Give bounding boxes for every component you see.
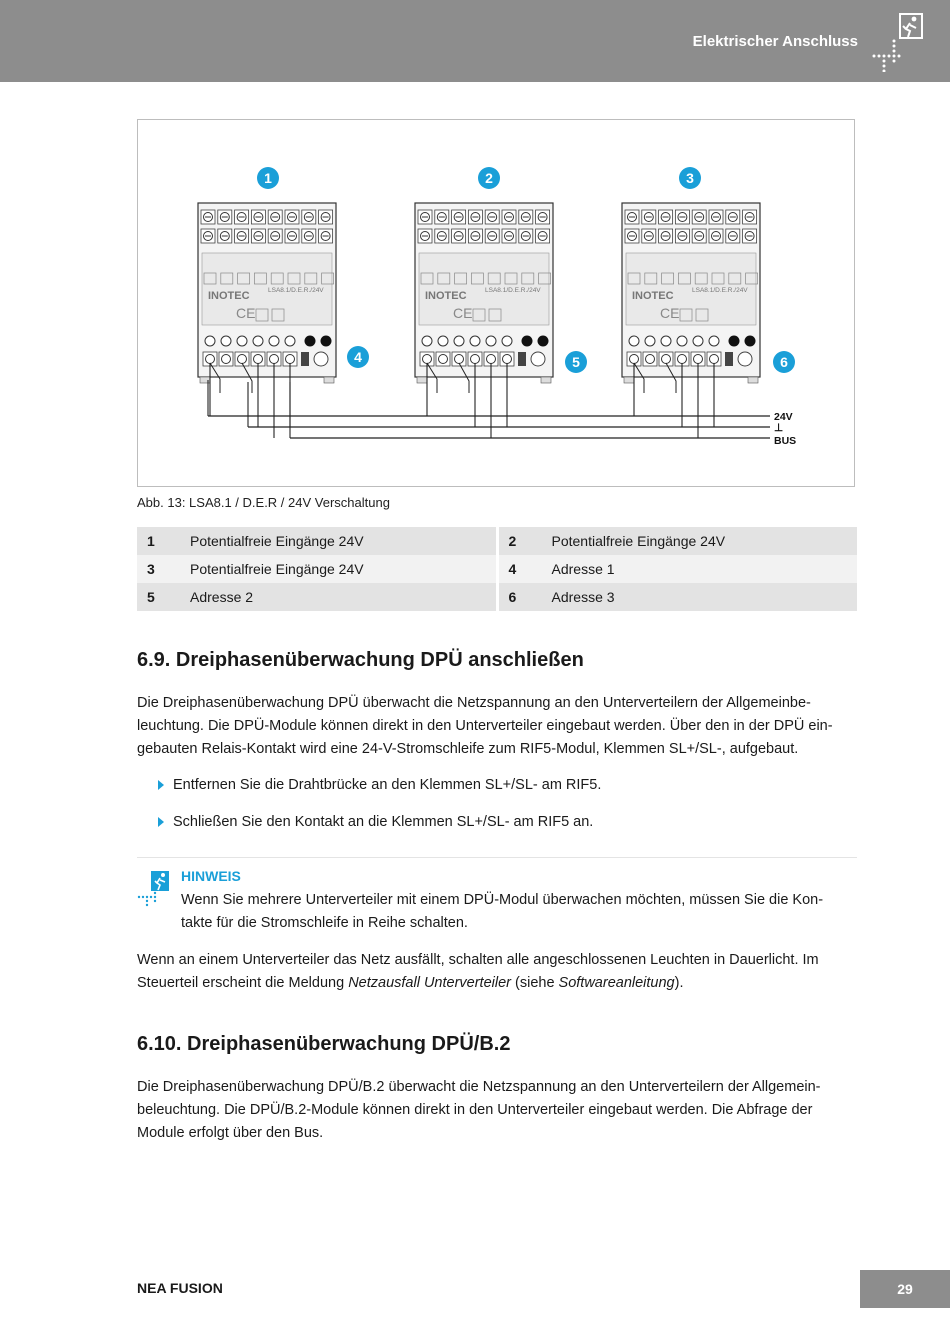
section-heading-6-10: 6.10. Dreiphasenüberwachung DPÜ/B.2 (137, 1033, 511, 1055)
note-line: Wenn Sie mehrere Unterverteiler mit einem DPÜ-Modul überwachen möchten, müssen Sie die Kon- (181, 892, 824, 908)
module-model: LSA8.1/D.E.R./24V (268, 287, 324, 294)
legend-text: Potentialfreie Eingänge 24V (190, 561, 364, 577)
screw (205, 336, 215, 346)
header-title: Elektrischer Anschluss (692, 33, 858, 50)
legend-text: Potentialfreie Eingänge 24V (190, 533, 364, 549)
emergency-exit-icon (870, 12, 926, 72)
module-brand: INOTEC (632, 290, 674, 302)
note-text (181, 889, 851, 935)
dip-switch (725, 352, 733, 366)
bullet-text: Schließen Sie den Kontakt an die Klemmen SL+/SL- am RIF5 an. (173, 814, 594, 830)
relay-module (198, 203, 336, 438)
paragraph-line: leuchtung. Die DPÜ-Module können direkt in den Unterverteiler eingebaut werden. Über den in der DPÜ ein- (137, 718, 833, 734)
wiring-diagram (137, 119, 855, 487)
screw (221, 336, 231, 346)
legend-cell (137, 527, 496, 555)
status-led (538, 336, 549, 347)
section-6-10-paragraph (137, 1076, 859, 1145)
section-6-9-paragraph (137, 692, 859, 761)
screw (645, 336, 655, 346)
bullet-item (158, 814, 593, 830)
screw (285, 336, 295, 346)
screw (486, 336, 496, 346)
legend-text: Adresse 3 (551, 589, 615, 605)
legend-table (137, 527, 857, 611)
text-run: (siehe (510, 975, 559, 991)
legend-number: 1 (147, 533, 155, 549)
page-header (0, 0, 950, 82)
wiring-diagram-svg (138, 120, 856, 488)
dip-switch (301, 352, 309, 366)
text-run: ). (674, 975, 684, 991)
legend-cell (137, 555, 496, 583)
legend-number: 6 (508, 589, 517, 605)
address-rotary-switch (314, 352, 328, 366)
legend-text: Potentialfreie Eingänge 24V (551, 533, 726, 549)
status-led (729, 336, 740, 347)
address-rotary-switch (738, 352, 752, 366)
bullet-item (158, 777, 601, 793)
mount-foot (624, 377, 634, 383)
page-number: 29 (860, 1270, 950, 1308)
address-rotary-switch (531, 352, 545, 366)
legend-number: 3 (147, 561, 155, 577)
screw (253, 336, 263, 346)
status-led (522, 336, 533, 347)
screw (470, 336, 480, 346)
note-title: HINWEIS (181, 868, 241, 884)
status-led (305, 336, 316, 347)
paragraph-line (137, 972, 859, 995)
legend-cell (499, 583, 858, 611)
text-run: Steuerteil erscheint die Meldung (137, 975, 349, 991)
paragraph-line: beleuchtung. Die DPÜ/B.2-Module können direkt in den Unterverteiler eingebaut werden. Die Abfrage der (137, 1102, 813, 1118)
paragraph-line: Module erfolgt über den Bus. (137, 1125, 324, 1141)
paragraph-line: Die Dreiphasenüberwachung DPÜ überwacht die Netzspannung an den Unterverteilern der Allgemeinbe- (137, 695, 811, 711)
screw (438, 336, 448, 346)
legend-number: 2 (508, 533, 517, 549)
callout-number: 5 (572, 354, 580, 370)
manual-reference: Softwareanleitung (558, 975, 675, 991)
mount-foot (748, 377, 758, 383)
screw (661, 336, 671, 346)
bullet-text: Entfernen Sie die Drahtbrücke an den Klemmen SL+/SL- am RIF5. (173, 777, 602, 793)
footer-product-name: NEA FUSION (137, 1280, 223, 1296)
legend-row (137, 555, 857, 583)
screw (269, 336, 279, 346)
module-brand: INOTEC (208, 290, 250, 302)
note-divider (137, 857, 857, 858)
paragraph-line: Die Dreiphasenüberwachung DPÜ/B.2 überwacht die Netzspannung an den Unterverteilern der Allgemein- (137, 1079, 821, 1095)
screw (422, 336, 432, 346)
module-model: LSA8.1/D.E.R./24V (485, 287, 541, 294)
callout-number: 1 (264, 170, 272, 186)
screw (454, 336, 464, 346)
relay-module (415, 203, 553, 438)
legend-row (137, 527, 857, 555)
legend-text: Adresse 1 (551, 561, 615, 577)
figure-caption: Abb. 13: LSA8.1 / D.E.R / 24V Verschaltung (137, 495, 390, 510)
legend-cell (137, 583, 496, 611)
mount-foot (324, 377, 334, 383)
legend-number: 5 (147, 589, 155, 605)
module-brand: INOTEC (425, 290, 467, 302)
bus-label: ⊥ (774, 422, 784, 434)
status-led (321, 336, 332, 347)
note-line: takte für die Stromschleife in Reihe schalten. (181, 915, 468, 931)
after-note-paragraph (137, 949, 859, 995)
screw (677, 336, 687, 346)
ce-mark: CE (236, 305, 256, 321)
screw (709, 336, 719, 346)
legend-row (137, 583, 857, 611)
callout-number: 3 (686, 170, 694, 186)
status-led (745, 336, 756, 347)
legend-cell (499, 527, 858, 555)
legend-number: 4 (508, 561, 517, 577)
bus-label: BUS (774, 435, 797, 447)
bus-label: 24V (774, 411, 793, 423)
paragraph-line: gebauten Relais-Kontakt wird eine 24-V-Stromschleife zum RIF5-Modul, Klemmen SL+/SL-, aufgebaut. (137, 741, 799, 757)
triangle-bullet-icon (158, 817, 164, 827)
mount-foot (417, 377, 427, 383)
section-heading-6-9: 6.9. Dreiphasenüberwachung DPÜ anschließen (137, 649, 584, 671)
hint-icon (137, 869, 173, 909)
mount-foot (541, 377, 551, 383)
message-name: Netzausfall Unterverteiler (348, 975, 511, 991)
screw (629, 336, 639, 346)
callout-number: 4 (354, 349, 362, 365)
triangle-bullet-icon (158, 780, 164, 790)
callout-number: 2 (485, 170, 493, 186)
module-model: LSA8.1/D.E.R./24V (692, 287, 748, 294)
ce-mark: CE (453, 305, 473, 321)
dip-switch (518, 352, 526, 366)
screw (237, 336, 247, 346)
paragraph-line: Wenn an einem Unterverteiler das Netz ausfällt, schalten alle angeschlossenen Leuchten in Dauerlicht. Im (137, 952, 819, 968)
relay-module (622, 203, 760, 438)
legend-text: Adresse 2 (190, 589, 254, 605)
callout-number: 6 (780, 354, 788, 370)
ce-mark: CE (660, 305, 680, 321)
screw (502, 336, 512, 346)
legend-cell (499, 555, 858, 583)
screw (693, 336, 703, 346)
